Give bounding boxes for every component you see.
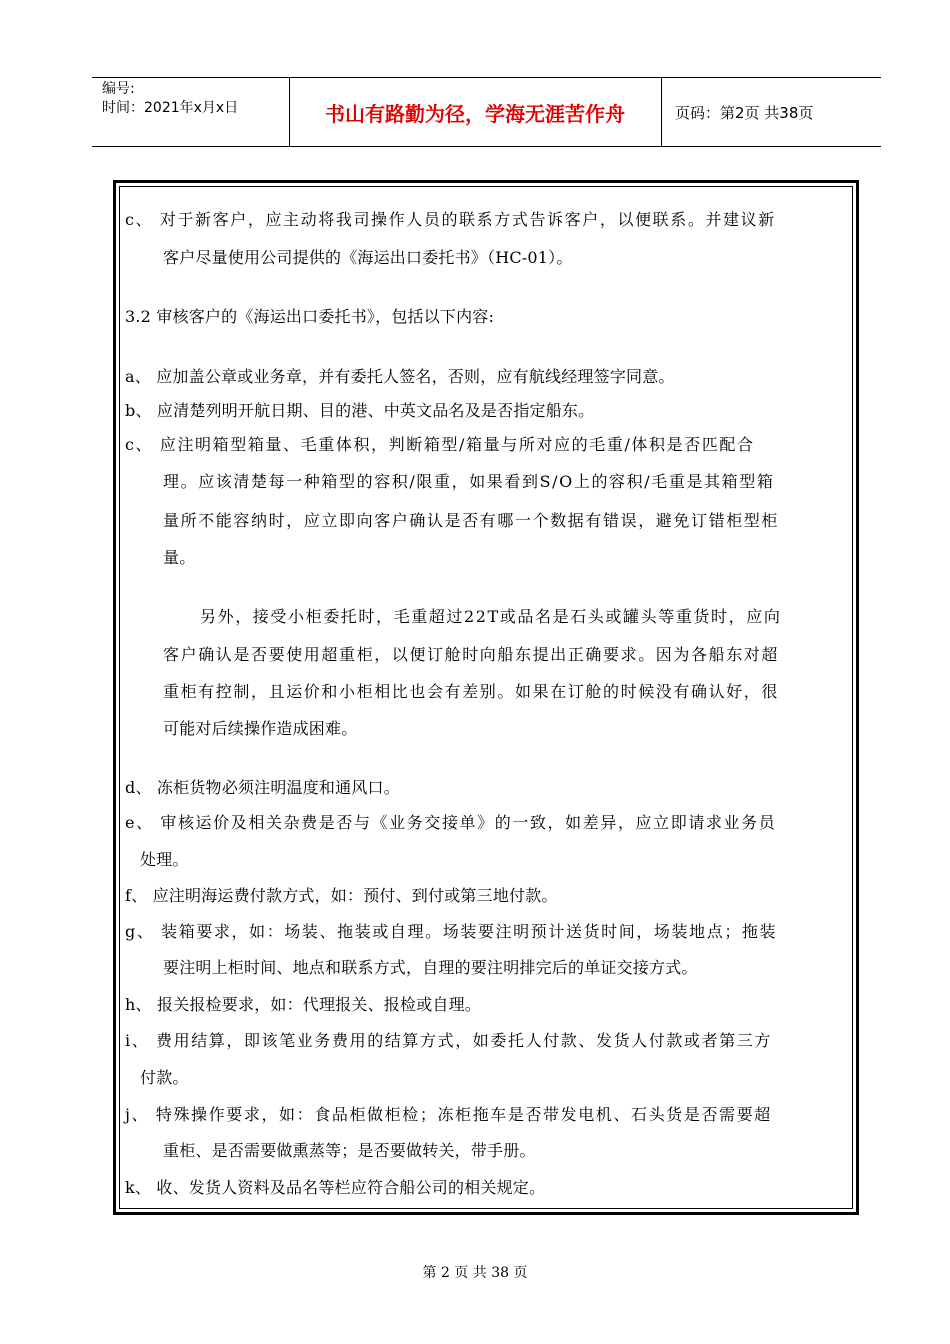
list-item-f: f、 应注明海运费付款方式，如：预付、到付或第三地付款。 [125,886,558,905]
list-item-c2-line3: 量所不能容纳时，应立即向客户确认是否有哪一个数据有错误，避免订错柜型柜 [163,511,780,530]
paragraph-line3: 重柜有控制，且运价和小柜相比也会有差别。如果在订舱的时候没有确认好，很 [163,682,780,701]
paragraph-line1: 另外，接受小柜委托时，毛重超过22T或品名是石头或罐头等重货时，应向 [200,607,782,626]
list-item-g-line1: g、 装箱要求，如：场装、拖装或自理。场装要注明预计送货时间，场装地点；拖装 [125,922,778,941]
list-item-c2-line1: c、 应注明箱型箱量、毛重体积，判断箱型/箱量与所对应的毛重/体积是否匹配合 [125,435,755,454]
paragraph-line4: 可能对后续操作造成困难。 [163,719,358,738]
page-footer: 第 2 页 共 38 页 [422,1265,528,1281]
document-time-label: 时间：2021年x月x日 [102,100,239,116]
list-item-c-line2: 客户尽量使用公司提供的《海运出口委托书》（HC-01）。 [163,248,573,267]
section-heading-3-2: 3.2 审核客户的《海运出口委托书》，包括以下内容: [125,307,495,326]
list-item-e-line1: e、 审核运价及相关杂费是否与《业务交接单》的一致，如差异，应立即请求业务员 [125,813,777,832]
header-motto: 书山有路勤为径，学海无涯苦作舟 [325,101,625,126]
list-item-c-line1: c、 对于新客户，应主动将我司操作人员的联系方式告诉客户，以便联系。并建议新 [125,210,776,229]
list-item-b: b、 应清楚列明开航日期、目的港、中英文品名及是否指定船东。 [125,401,595,420]
list-item-h: h、 报关报检要求，如：代理报关、报检或自理。 [125,995,481,1014]
list-item-d: d、 冻柜货物必须注明温度和通风口。 [125,778,400,797]
paragraph-line2: 客户确认是否要使用超重柜，以便订舱时向船东提出正确要求。因为各船东对超 [163,645,780,664]
document-number-label: 编号: [102,81,135,97]
list-item-a: a、 应加盖公章或业务章，并有委托人签名，否则，应有航线经理签字同意。 [125,367,675,386]
list-item-g-line2: 要注明上柜时间、地点和联系方式，自理的要注明排完后的单证交接方式。 [163,958,698,977]
header-divider [661,78,662,146]
header-meta [102,80,238,118]
list-item-e-line2: 处理。 [140,850,189,869]
header-page-info: 页码：第2页 共38页 [675,103,814,122]
list-item-c2-line4: 量。 [163,548,196,567]
list-item-j-line2: 重柜、是否需要做熏蒸等；是否要做转关，带手册。 [163,1141,536,1160]
list-item-i-line1: i、 费用结算，即该笔业务费用的结算方式，如委托人付款、发货人付款或者第三方 [125,1031,773,1050]
list-item-k: k、 收、发货人资料及品名等栏应符合船公司的相关规定。 [125,1178,546,1197]
list-item-j-line1: j、 特殊操作要求，如：食品柜做柜检；冻柜拖车是否带发电机、石头货是否需要超 [125,1105,772,1124]
list-item-i-line2: 付款。 [140,1068,189,1087]
list-item-c2-line2: 理。应该清楚每一种箱型的容积/限重，如果看到S/O上的容积/毛重是其箱型箱 [163,472,775,491]
page-header [92,77,881,147]
